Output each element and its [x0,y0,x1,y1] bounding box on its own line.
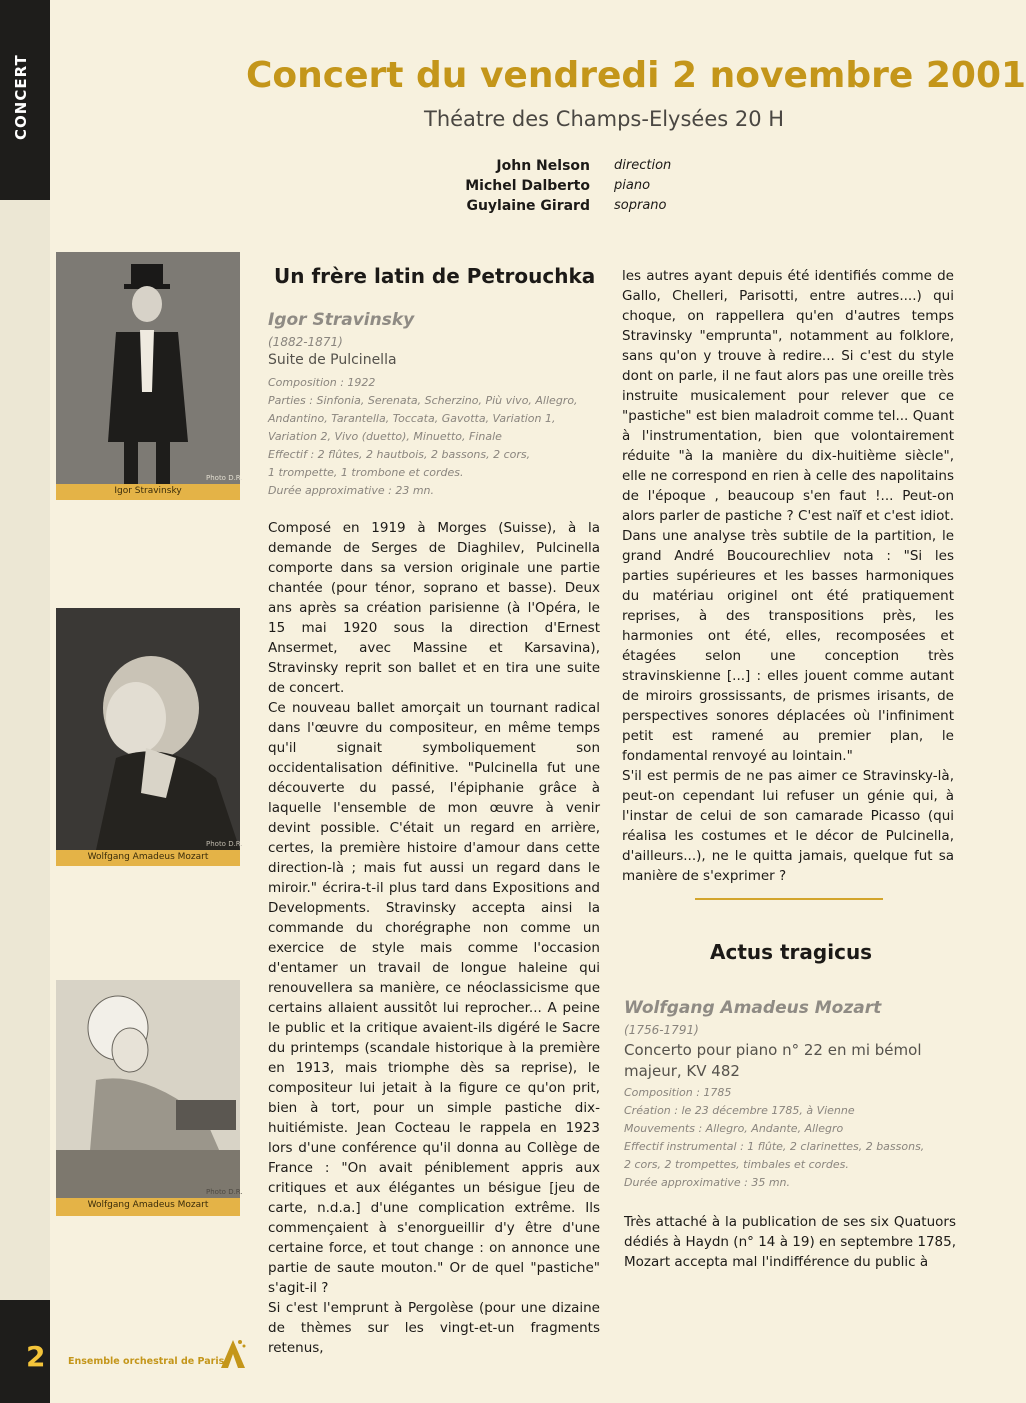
page-number: 2 [26,1340,46,1373]
section-divider [695,898,883,900]
composer-name: Wolfgang Amadeus Mozart [624,998,882,1018]
work-detail-line: Variation 2, Vivo (duetto), Minuetto, Finale [268,430,502,443]
section-tab-label: CONCERT [12,54,30,140]
photo-credit: Photo D.R. [206,840,243,848]
performer-role: soprano [614,198,667,213]
article-body-right: les autres ayant depuis été identifiés comme de Gallo, Chelleri, Parisotti, entre autres....) qui choque, on rappellera qu'en d'autres temps Stravinsky "emprunta", notamment au folklore, sans qu'on y trouve à redire... Si c'est du style dont on parle, il ne faut alors pas une oreille très instruite musicalement pour relever que ce "pastiche" est bien maladroit comme tel... Quant à l'instrumentation, bien que volontairement réduite "à la manière du dix-huitième siècle", elle ne correspond en rien à celle des napolitains de l'époque , beaucoup s'en faut !... Peut-on alors parler de pastiche ? C'est naïf et c'est idiot. Dans une analyse très subtile de la partition, le grand André Boucourechliev nota : "Si les parties supérieures et les basses harmoniques du matériau originel ont été pratiquement reprises, à des transpositions près, les harmonies ont été, elles, recomposées et étagées selon une conception très stravinskienne [...] : elles jouent comme autant de miroirs grossissants, de prismes irisants, de perspectives sonores déplacées où l'infiniment petit est ramené au premier plan, le fondamental renvoyé au lointain." S'il est permis de ne pas aimer ce Stravinsky-là, peut-on cependant lui refuser un génie qui, à l'instar de celui de son camarade Picasso (qui réalisa les costumes et le décor de Pulcinella, d'ailleurs...), ne le quitta jamais, quelque fut sa manière de s'exprimer ? [622,268,954,884]
work-details [268,374,578,500]
work-detail-line: Mouvements : Allegro, Andante, Allegro [624,1122,844,1135]
stravinsky-photo [56,252,243,500]
work-details [624,1084,924,1192]
credit-row [420,158,720,178]
section-heading: Actus tragicus [710,940,873,964]
work-title: Suite de Pulcinella [268,352,397,368]
sidebar-strip [0,200,50,1300]
work-detail-line: Parties : Sinfonia, Serenata, Scherzino, Più vivo, Allegro, [268,394,578,407]
performer-name: Guylaine Girard [466,198,590,214]
article-body-mozart: Très attaché à la publication de ses six Quatuors dédiés à Haydn (n° 14 à 19) en septembre 1785, Mozart accepta mal l'indifférence du public à [624,1214,956,1270]
performer-name: John Nelson [496,158,590,174]
work-detail-line: 1 trompette, 1 trombone et cordes. [268,466,464,479]
stravinsky-portrait-image [56,252,243,484]
photo-caption: Wolfgang Amadeus Mozart [87,852,209,862]
photo-caption: Igor Stravinsky [114,486,182,496]
mozart-photo [56,608,243,866]
orchestra-logo-icon [218,1336,248,1370]
work-detail-line: 2 cors, 2 trompettes, timbales et cordes. [624,1158,849,1171]
composer-dates: (1882-1871) [268,335,343,349]
work-detail-line: Durée approximative : 23 mn. [268,484,434,497]
sidebar [0,0,50,1403]
article-body-left: Composé en 1919 à Morges (Suisse), à la demande de Serges de Diaghilev, Pulcinella comporte dans sa version originale une partie chantée (pour ténor, soprano et basse). Deux ans après sa création parisienne (à l'Opéra, le 15 mai 1920 sous la direction d'Ernest Ansermet, avec Massine et Karsavina), Stravinsky reprit son ballet et en tira une suite de concert. Ce nouveau ballet amorçait un tournant radical dans l'œuvre du compositeur, en même temps qu'il signait symboliquement son occidentalisation définitive. "Pulcinella fut une découverte du passé, l'épiphanie grâce à laquelle l'ensemble de mon œuvre à venir devint possible. C'était un regard en arrière, certes, la première histoire d'amour dans cette direction-là ; mais fut aussi un regard dans le miroir." écrira-t-il plus tard dans Expositions and Developments. Stravinsky accepta ainsi la commande du chorégraphe non comme un exercice de style mais comme l'occasion d'entamer un travail de longue haleine qui renouvellera sa manière, ce néoclassicisme que certains allaient aussitôt lui reprocher... A peine le public et la critique avaient-ils digéré le Sacre du printemps (scandale historique à la première en 1913, mais triomphe dès sa reprise), le compositeur lui jetait à la figure ce qu'on prit, bien à tort, pour un simple pastiche dix-huitiémiste. Jean Cocteau le rappela en 1923 lors d'une conférence qu'il donna au Collège de France : "On avait péniblement appris aux critiques et aux élégantes un bésigue [jeu de carte, n.d.a.] d'une complication extrême. Ils commençaient à s'enorgueillir d'y être d'une certaine force, et tout change : on annonce une partie de saute mouton." Or de quel "pastiche" s'agit-il ? Si c'est l'emprunt à Pergolèse (pour une dizaine de thèmes sur les vingt-et-un fragments retenus, [268,520,600,1356]
venue-subtitle: Théatre des Champs-Elysées 20 H [424,107,785,131]
composer-name: Igor Stravinsky [268,310,415,330]
performer-role: direction [614,158,672,173]
photo-credit: Photo D.R. [206,474,243,482]
work-detail-line: Andantino, Tarantella, Toccata, Gavotta, Variation 1, [268,412,556,425]
section-tab [0,0,50,200]
work-detail-line: Composition : 1922 [268,376,376,389]
performer-role: piano [614,178,651,193]
work-title: Concerto pour piano n° 22 en mi bémol majeur, KV 482 [624,1041,922,1080]
work-detail-line: Durée approximative : 35 mn. [624,1176,790,1189]
mozart-engraving-image [56,980,243,1198]
section-heading: Un frère latin de Petrouchka [274,264,596,288]
credit-row [420,198,720,218]
work-detail-line: Effectif : 2 flûtes, 2 hautbois, 2 bassons, 2 cors, [268,448,531,461]
credit-row [420,178,720,198]
page-title: Concert du vendredi 2 novembre 2001 [246,55,1026,96]
photo-caption: Wolfgang Amadeus Mozart [87,1200,209,1210]
mozart-engraving-photo [56,980,243,1216]
work-detail-line: Création : le 23 décembre 1785, à Vienne [624,1104,855,1117]
work-detail-line: Effectif instrumental : 1 flûte, 2 clarinettes, 2 bassons, [624,1140,925,1153]
organization-name: Ensemble orchestral de Paris [68,1356,225,1367]
work-detail-line: Composition : 1785 [624,1086,732,1099]
photo-credit: Photo D.R. [206,1188,243,1196]
performer-name: Michel Dalberto [465,178,590,194]
mozart-portrait-image [56,608,243,850]
composer-dates: (1756-1791) [624,1023,699,1037]
